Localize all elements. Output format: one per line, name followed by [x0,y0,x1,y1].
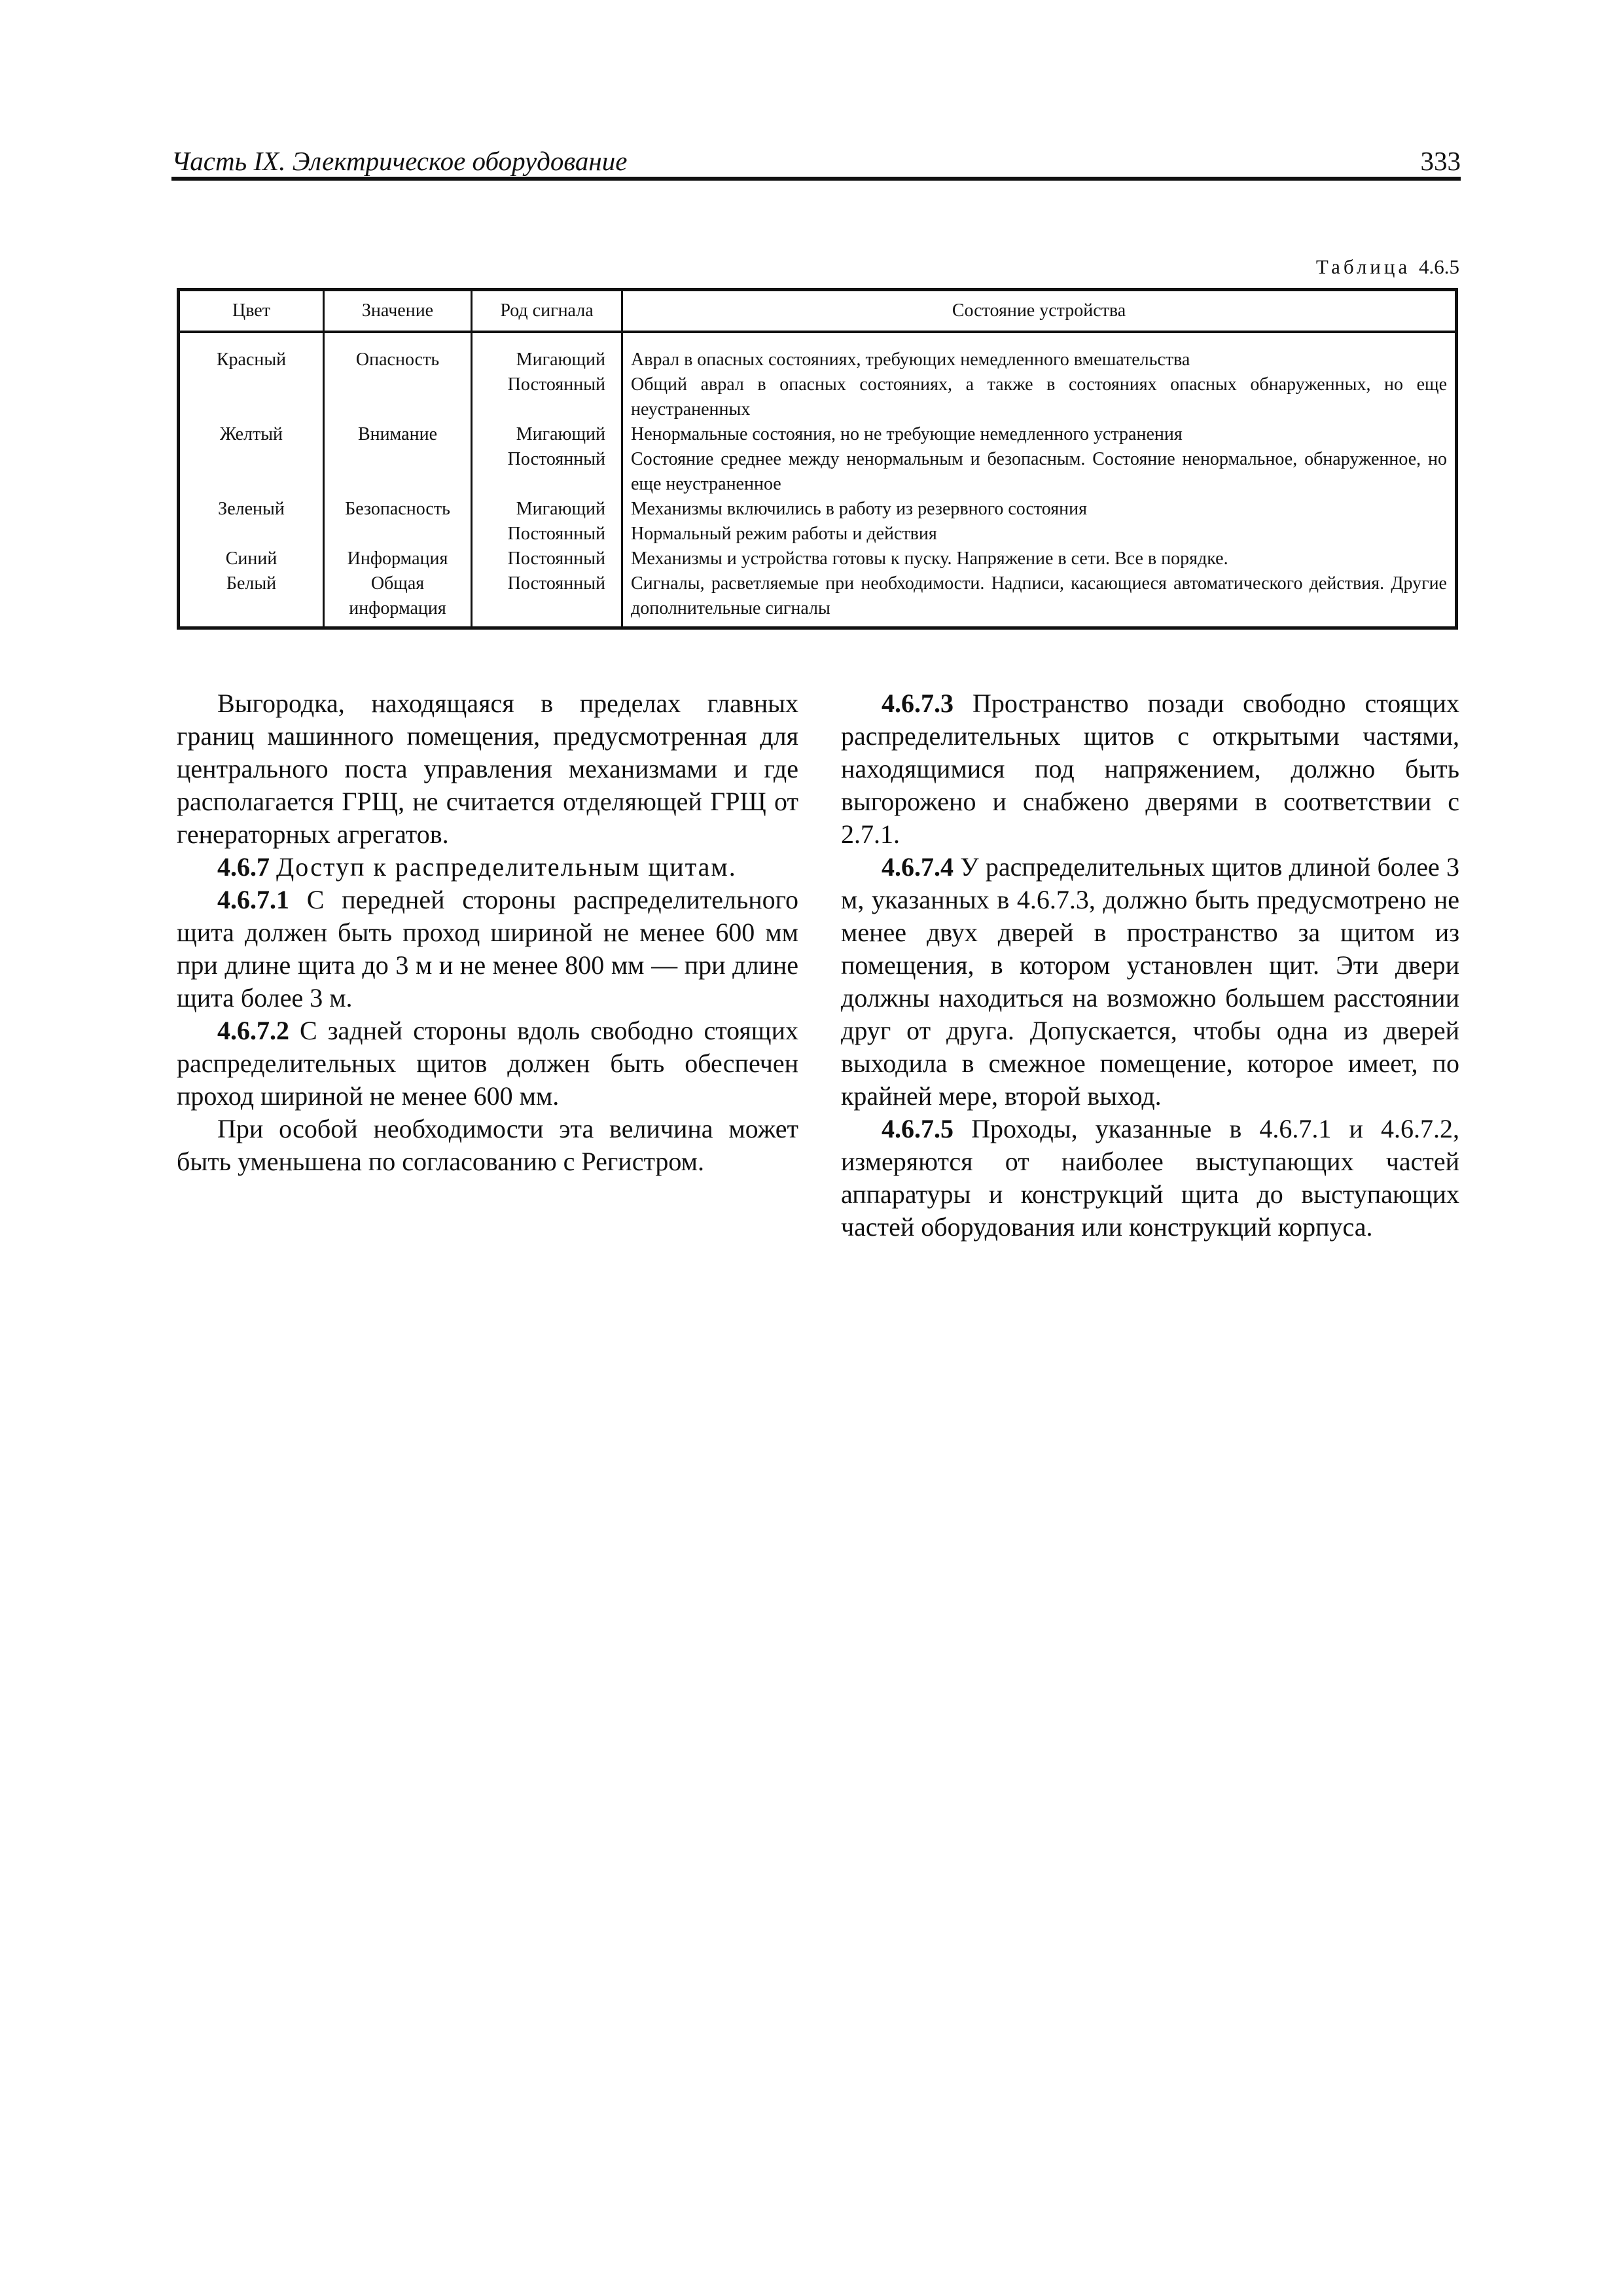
paragraph: Выгородка, находящаяся в пределах главных границ машинного помещения, предусмотренная для центрального поста управления механизмами и где располагается ГРЩ, не считается отделяющей ГРЩ от генераторных агрегатов. [177,689,798,849]
cell-color: Белый [179,571,324,628]
paragraph [841,1113,1459,1244]
right-text-column [841,687,1459,1244]
clause-text: У распределительных щитов длиной более 3 м, указанных в 4.6.7.3, должно быть предусмотрено не менее двух дверей в пространство за щитом из помещения, в котором установлен щит. Эти двери должны находиться на возможно большем расстоянии друг от друга. Допускается, чтобы одна из дверей выходила в смежное помещение, которое имеет, по крайней мере, второй выход. [841,852,1459,1111]
cell-state: Механизмы включились в работу из резервного состояния [622,497,1457,522]
cell-meaning: Общая информация [324,571,472,628]
clause-text: С задней стороны вдоль свободно стоящих распределительных щитов должен быть обеспечен проход шириной не менее 600 мм. [177,1016,799,1111]
cell-state: Аврал в опасных состояниях, требующих немедленного вмешательства [622,332,1457,372]
cell-color: Синий [179,547,324,571]
cell-signal: Постоянный [472,372,622,422]
cell-meaning: Безопасность [324,497,472,522]
table-row [179,571,1457,628]
table-row [179,497,1457,522]
table-row [179,547,1457,571]
paragraph: При особой необходимости эта величина может быть уменьшена по согласованию с Регистром. [177,1114,798,1176]
table-header-row [179,290,1457,332]
cell-signal: Постоянный [472,547,622,571]
cell-color [179,447,324,497]
running-header-title: Часть IX. Электрическое оборудование [171,146,628,176]
paragraph [841,687,1459,851]
cell-signal: Постоянный [472,447,622,497]
table-row [179,422,1457,447]
table-row [179,332,1457,372]
cell-color: Зеленый [179,497,324,522]
cell-signal: Мигающий [472,332,622,372]
table-caption-number: 4.6.5 [1419,255,1459,278]
clause-number: 4.6.7.3 [882,689,954,718]
cell-color: Желтый [179,422,324,447]
cell-signal: Постоянный [472,571,622,628]
signal-color-table [177,288,1458,630]
cell-state: Сигналы, расветляемые при необходимости. Надписи, касающиеся автоматического действия. Другие дополнительные сигналы [622,571,1457,628]
cell-state: Состояние среднее между ненормальным и безопасным. Состояние ненормальное, обнаруженное, но еще неустраненное [622,447,1457,497]
cell-signal: Мигающий [472,422,622,447]
section-number: 4.6.7 [217,852,270,882]
cell-color [179,522,324,547]
cell-state: Механизмы и устройства готовы к пуску. Напряжение в сети. Все в порядке. [622,547,1457,571]
cell-meaning: Опасность [324,332,472,372]
table-row [179,447,1457,497]
cell-meaning: Информация [324,547,472,571]
paragraph [177,884,798,1014]
clause-number: 4.6.7.1 [217,885,289,914]
page-number: 333 [1420,146,1461,176]
section-title: Доступ к распределительным щитам. [276,852,737,882]
cell-color [179,372,324,422]
clause-number: 4.6.7.2 [217,1016,289,1045]
cell-signal: Постоянный [472,522,622,547]
clause-number: 4.6.7.4 [882,852,954,882]
cell-meaning [324,522,472,547]
table-row [179,522,1457,547]
paragraph [177,1014,798,1113]
cell-state: Нормальный режим работы и действия [622,522,1457,547]
section-heading [177,851,798,884]
cell-color: Красный [179,332,324,372]
table-row [179,372,1457,422]
cell-meaning [324,447,472,497]
cell-state: Ненормальные состояния, но не требующие немедленного устранения [622,422,1457,447]
column-header: Род сигнала [472,290,622,332]
cell-meaning [324,372,472,422]
clause-text: Проходы, указанные в 4.6.7.1 и 4.6.7.2, измеряются от наиболее выступающих частей аппаратуры и конструкций щита до выступающих частей оборудования или конструкций корпуса. [841,1114,1460,1242]
cell-signal: Мигающий [472,497,622,522]
cell-meaning: Внимание [324,422,472,447]
column-header: Цвет [179,290,324,332]
table-caption-word: Таблица [1315,255,1411,278]
paragraph [841,851,1459,1113]
column-header: Значение [324,290,472,332]
clause-number: 4.6.7.5 [882,1114,954,1143]
column-header: Состояние устройства [622,290,1457,332]
left-text-column [177,687,798,1178]
clause-text: С передней стороны распределительного щита должен быть проход шириной не менее 600 мм при длине щита до 3 м и не менее 800 мм — при длине щита более 3 м. [177,885,799,1013]
table-caption [1316,255,1459,279]
header-rule [171,177,1461,181]
clause-text: Пространство позади свободно стоящих распределительных щитов с открытыми частями, находящимися под напряжением, должно быть выгорожено и снабжено дверями в соответствии с 2.7.1. [841,689,1459,849]
cell-state: Общий аврал в опасных состояниях, а также в состояниях опасных обнаруженных, но еще неустраненных [622,372,1457,422]
